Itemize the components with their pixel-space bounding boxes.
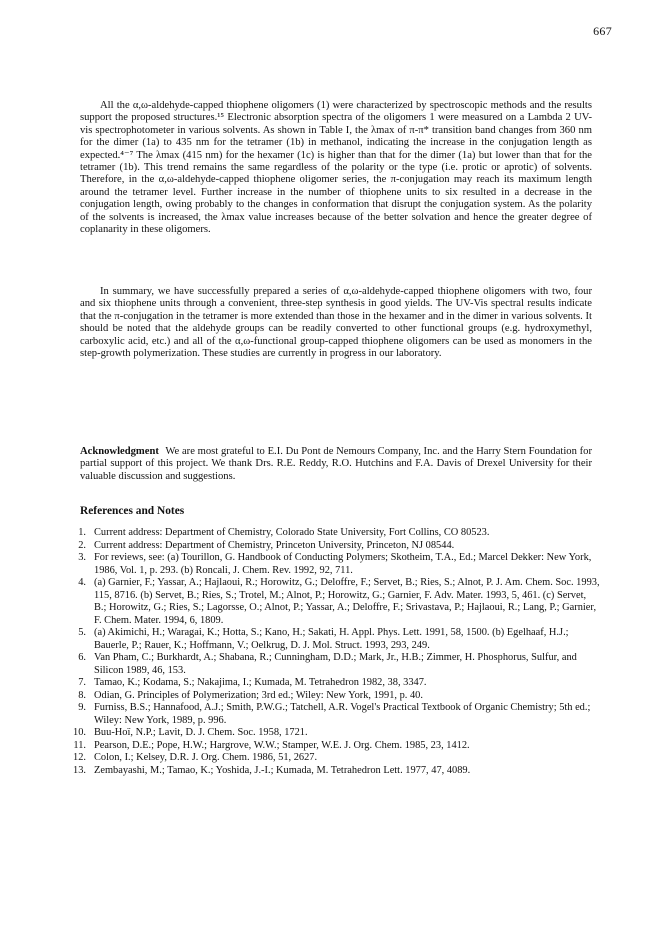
reference-text: Pearson, D.E.; Pope, H.W.; Hargrove, W.W.; Stamper, W.E. J. Org. Chem. 1985, 23, 1412. bbox=[94, 739, 470, 751]
page-number: 667 bbox=[593, 24, 612, 38]
reference-text: Odian, G. Principles of Polymerization; 3rd ed.; Wiley: New York, 1991, p. 40. bbox=[94, 689, 423, 701]
reference-text: Current address: Department of Chemistry, Princeton University, Princeton, NJ 08544. bbox=[94, 539, 455, 551]
reference-item bbox=[60, 627, 600, 652]
references-heading: References and Notes bbox=[80, 505, 185, 517]
reference-item bbox=[60, 765, 600, 778]
reference-number: 13. bbox=[73, 764, 86, 776]
paragraph-text: All the α,ω-aldehyde-capped thiophene oligomers (1) were characterized by spectroscopic methods and the results support the proposed structures.¹⁵ Electronic absorption spectra of the oligomers 1 were measured on a Lambda 2 UV-vis spectrophotometer in various solvents. As shown in Table I, the λmax of π-π* transition band changes from 360 nm for the dimer (1a) to 435 nm for the tetramer (1b) in methanol, indicating the increase in the conjugation length as expected.⁴⁻⁷ The λmax (415 nm) for the hexamer (1c) is higher than that for the dimer (1a) but lower than that for the tetramer (1b). This trend remains the same regardless of the polarity or the type (i.e. protic or aprotic) of solvents. Therefore, in the α,ω-aldehyde-capped thiophene oligomer series, the π-conjugation may reach its maximum length around the tetramer level. Further increase in the number of thiophene units to six resulted in a decrease in the conjugation length, owing probably to the changes in conformation that disrupt the conjugation system. As the polarity of the solvents is increased, the λmax value increases because of the better solvation and hence the greater degree of coplanarity in these oligomers. bbox=[80, 100, 592, 236]
reference-number: 10. bbox=[73, 727, 86, 738]
reference-item bbox=[60, 702, 600, 727]
reference-number: 3. bbox=[78, 552, 86, 563]
reference-item bbox=[60, 727, 600, 740]
reference-text: Tamao, K.; Kodama, S.; Nakajima, I.; Kumada, M. Tetrahedron 1982, 38, 3347. bbox=[94, 677, 427, 688]
references-list bbox=[60, 527, 600, 777]
reference-item bbox=[60, 527, 600, 540]
reference-item bbox=[60, 752, 600, 765]
reference-number: 2. bbox=[78, 539, 86, 551]
reference-item bbox=[60, 577, 600, 627]
reference-item bbox=[60, 652, 600, 677]
reference-text: Van Pham, C.; Burkhardt, A.; Shabana, R.; Cunningham, D.D.; Mark, Jr., H.B.; Zimmer, H. Phosphorus, Sulfur, and Silicon 1989, 46, 153. bbox=[94, 652, 577, 676]
results-paragraph bbox=[80, 100, 592, 236]
reference-text: Buu-Hoï, N.P.; Lavit, D. J. Chem. Soc. 1958, 1721. bbox=[94, 727, 308, 738]
acknowledgment-paragraph bbox=[80, 446, 592, 483]
reference-number: 1. bbox=[78, 527, 86, 538]
reference-item bbox=[60, 677, 600, 690]
reference-number: 4. bbox=[78, 577, 86, 588]
reference-number: 5. bbox=[78, 627, 86, 638]
reference-text: Current address: Department of Chemistry, Colorado State University, Fort Collins, CO 80523. bbox=[94, 527, 490, 538]
summary-paragraph bbox=[80, 286, 592, 360]
reference-item bbox=[60, 690, 600, 703]
reference-text: Zembayashi, M.; Tamao, K.; Yoshida, J.-I.; Kumada, M. Tetrahedron Lett. 1977, 47, 4089. bbox=[94, 764, 471, 776]
reference-item bbox=[60, 552, 600, 577]
reference-number: 12. bbox=[73, 752, 86, 763]
reference-text: Colon, I.; Kelsey, D.R. J. Org. Chem. 1986, 51, 2627. bbox=[94, 752, 318, 763]
reference-number: 7. bbox=[78, 677, 86, 688]
acknowledgment-text: We are most grateful to E.I. Du Pont de Nemours Company, Inc. and the Harry Stern Foundation for partial support of this project. We thank Drs. R.E. Reddy, R.O. Hutchins and F.A. Davis of Drexel University for their valuable discussion and suggestions. bbox=[80, 446, 592, 482]
reference-text: Furniss, B.S.; Hannafood, A.J.; Smith, P.W.G.; Tatchell, A.R. Vogel's Practical Textbook of Organic Chemistry; 5th ed.; Wiley: New York, 1989, p. 996. bbox=[94, 702, 591, 726]
reference-text: (a) Garnier, F.; Yassar, A.; Hajlaoui, R.; Horowitz, G.; Deloffre, F.; Servet, B.; Ries, S.; Alnot, P. J. Am. Chem. Soc. 1993, 115, 8716. (b) Servet, B.; Ries, S.; Trotel, M.; Alnot, P.; Horowitz, G.; Garnier, F. Adv. Mater. 1993, 5, 461. (c) Servet, B.; Horowitz, G.; Ries, S.; Lagorsse, O.; Alnot, P.; Yassar, A.; Deloffre, F.; Srivastava, P.; Hajlaoui, R.; Lang, P.; Garnier, F. Chem. Mater. 1994, 6, 1809. bbox=[94, 577, 600, 626]
reference-number: 8. bbox=[78, 689, 86, 701]
acknowledgment-heading: Acknowledgment bbox=[80, 446, 159, 457]
reference-item bbox=[60, 740, 600, 753]
reference-number: 9. bbox=[78, 702, 86, 713]
reference-text: For reviews, see: (a) Tourillon, G. Handbook of Conducting Polymers; Skotheim, T.A., Ed.; Marcel Dekker: New York, 1986, Vol. 1, p. 293. (b) Roncali, J. Chem. Rev. 1992, 92, 711. bbox=[94, 552, 592, 576]
reference-text: (a) Akimichi, H.; Waragai, K.; Hotta, S.; Kano, H.; Sakati, H. Appl. Phys. Lett. 1991, 58, 1500. (b) Egelhaaf, H.J.; Bauerle, P.; Rauer, K.; Hoffmann, V.; Oelkrug, D. J. Mol. Struct. 1993, 293, 249. bbox=[94, 627, 569, 651]
paragraph-text: In summary, we have successfully prepared a series of α,ω-aldehyde-capped thiophene oligomers with two, four and six thiophene units through a convenient, three-step synthesis in good yields. The UV-Vis spectral results indicate that the π-conjugation in the tetramer is more extended than those in the hexamer and in the dimer in various solvents. It should be noted that the aldehyde groups can be readily converted to other functional groups (e.g. hydroxymethyl, carboxylic acid, etc.) and all of the α,ω-functional group-capped thiophene oligomers can be used as monomers in the step-growth polymerization. These studies are currently in progress in our laboratory. bbox=[80, 286, 592, 360]
reference-item bbox=[60, 540, 600, 553]
reference-number: 11. bbox=[73, 739, 86, 751]
reference-number: 6. bbox=[78, 652, 86, 663]
acknowledgment-section bbox=[80, 446, 592, 483]
